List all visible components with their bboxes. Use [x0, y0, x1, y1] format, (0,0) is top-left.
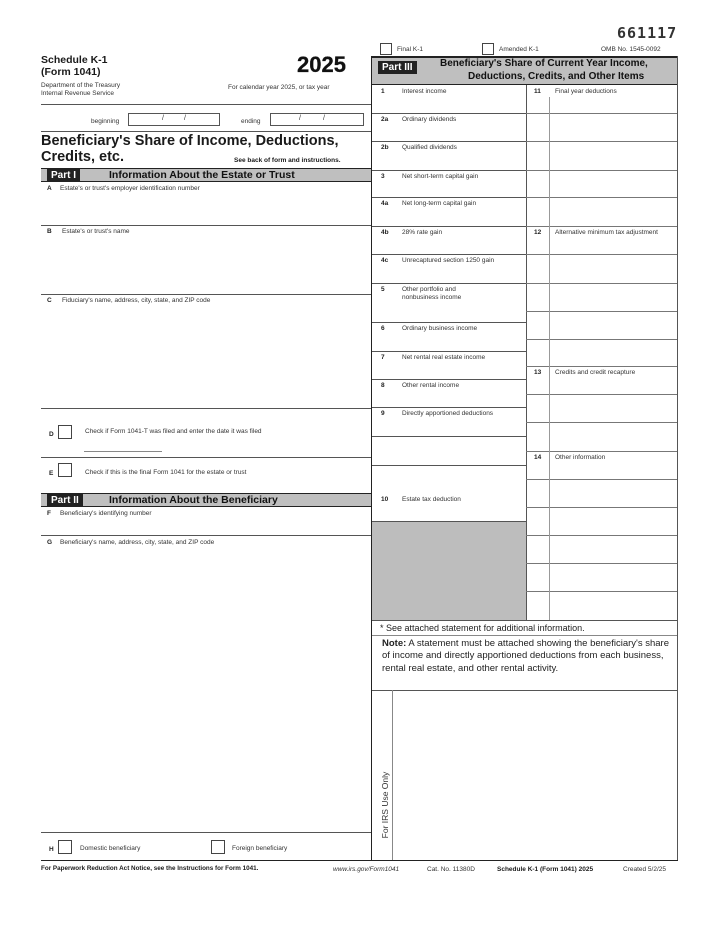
line-4a-number: 4a	[381, 200, 389, 207]
line-13-entries-field[interactable]	[527, 378, 677, 450]
field-h-letter: H	[49, 846, 54, 853]
amended-k1-label: Amended K-1	[499, 46, 539, 53]
ending-date-field[interactable]	[270, 113, 364, 126]
line-6-label: Ordinary business income	[402, 325, 478, 332]
field-c-letter: C	[47, 297, 52, 304]
field-g-bottom	[41, 832, 371, 833]
line-11-entries-field[interactable]	[527, 97, 677, 225]
field-a-letter: A	[47, 185, 52, 192]
line-9-number: 9	[381, 410, 385, 417]
line-4c-label: Unrecaptured section 1250 gain	[402, 257, 495, 264]
line-8-amount-field[interactable]	[372, 391, 526, 406]
line-4c-number: 4c	[381, 257, 389, 264]
domestic-beneficiary-checkbox[interactable]	[58, 840, 72, 854]
line-4a-amount-field[interactable]	[372, 209, 526, 225]
part1-tag: Part I	[47, 169, 80, 182]
line-12-number: 12	[534, 229, 542, 236]
ending-label: ending	[241, 118, 261, 125]
line-2b-number: 2b	[381, 144, 389, 151]
form-bottom-rule	[41, 860, 678, 861]
line-13-label: Credits and credit recapture	[555, 369, 636, 376]
line-11-number: 11	[534, 88, 541, 95]
line-2b-label: Qualified dividends	[402, 144, 457, 151]
line-9-label: Directly apportioned deductions	[402, 410, 494, 417]
date-slash: /	[162, 115, 164, 122]
foreign-beneficiary-label: Foreign beneficiary	[232, 845, 288, 852]
part3-grid-bottom	[372, 620, 677, 621]
header-divider-1	[41, 104, 371, 105]
schedule-title: Schedule K-1	[41, 54, 108, 66]
field-e-label: Check if this is the final Form 1041 for the estate or trust	[85, 469, 247, 476]
line-1-number: 1	[381, 88, 385, 95]
line-8-rule	[372, 407, 526, 408]
agency-line-2: Internal Revenue Service	[41, 90, 114, 97]
date-slash: /	[323, 115, 325, 122]
tax-year-value: 2025	[297, 52, 346, 77]
line-9-amount-field[interactable]	[372, 419, 526, 435]
calendar-year-text: For calendar year 2025, or tax year	[228, 84, 330, 91]
created-date: Created 5/2/25	[623, 866, 667, 873]
irs-use-divider	[392, 690, 393, 860]
line-7-number: 7	[381, 354, 385, 361]
beginning-date-field[interactable]	[128, 113, 220, 126]
field-d-label: Check if Form 1041-T was filed and enter the date it was filed	[85, 428, 262, 435]
fiduciary-address-field[interactable]	[41, 307, 371, 407]
final-k1-label: Final K-1	[397, 46, 424, 53]
date-slash: /	[184, 115, 186, 122]
line-5-number: 5	[381, 286, 385, 293]
line-4b-amount-field[interactable]	[372, 238, 526, 253]
line-4b-rule	[372, 254, 526, 255]
line-9-rule	[372, 436, 526, 437]
field-a-label: Estate's or trust's employer identification number	[60, 185, 200, 192]
line-4c-rule	[372, 283, 526, 284]
line-14-entries-field[interactable]	[527, 463, 677, 619]
note-label: Note:	[382, 638, 407, 649]
line-10-rule	[372, 521, 526, 522]
shaded-block	[372, 521, 526, 620]
line-14-number: 14	[534, 454, 542, 461]
field-g-letter: G	[47, 539, 53, 546]
field-d-bottom	[41, 457, 371, 458]
line-5-label: Other portfolio and nonbusiness income	[402, 286, 462, 302]
line-3-amount-field[interactable]	[372, 182, 526, 196]
line-10-amount-field[interactable]	[372, 505, 526, 520]
part3-title-line-1: Beneficiary's Share of Current Year Income,	[440, 58, 648, 69]
line-11-label: Final year deductions	[555, 88, 617, 95]
line-2b-rule	[372, 170, 526, 171]
line-5-rule	[372, 322, 526, 323]
estate-name-field[interactable]	[41, 238, 371, 293]
line-10-label: Estate tax deduction	[402, 496, 461, 503]
catalog-number: Cat. No. 11380D	[427, 866, 475, 873]
tax-year	[297, 54, 346, 76]
domestic-beneficiary-label: Domestic beneficiary	[80, 845, 141, 852]
foreign-beneficiary-checkbox[interactable]	[211, 840, 225, 854]
beneficiary-id-field[interactable]	[41, 519, 371, 534]
main-title-line-2: Credits, etc.	[41, 149, 124, 165]
field-b-label: Estate's or trust's name	[62, 228, 130, 235]
irs-use-only-text: For IRS Use Only	[380, 771, 390, 839]
agency-line-1: Department of the Treasury	[41, 82, 121, 89]
field-a-bottom	[41, 225, 371, 226]
field-e-letter: E	[49, 470, 54, 477]
line-7-label: Net rental real estate income	[402, 354, 486, 361]
line-14-label: Other information	[555, 454, 606, 461]
line-12-label: Alternative minimum tax adjustment	[555, 229, 658, 236]
field-f-letter: F	[47, 510, 51, 517]
footer-url[interactable]: www.irs.gov/Form1041	[333, 866, 400, 873]
line-1-amount-field[interactable]	[372, 97, 526, 112]
omb-number: OMB No. 1545-0092	[601, 46, 661, 53]
line-12-entries-field[interactable]	[527, 238, 677, 365]
see-back-note: See back of form and instructions.	[234, 157, 341, 164]
form-1041t-checkbox[interactable]	[58, 425, 72, 439]
main-title-line-1: Beneficiary's Share of Income, Deductions,	[41, 133, 339, 149]
line-6-rule	[372, 351, 526, 352]
line-2b-amount-field[interactable]	[372, 153, 526, 169]
line-1-rule	[372, 113, 526, 114]
footer-form-id: Schedule K-1 (Form 1041) 2025	[497, 866, 594, 873]
part2-title: Information About the Beneficiary	[109, 494, 278, 506]
field-f-bottom	[41, 535, 371, 536]
field-b-bottom	[41, 294, 371, 295]
final-k1-checkbox[interactable]	[380, 43, 392, 55]
note-text: A statement must be attached showing the beneficiary's share of income and directly apportioned deductions from each business, rental real estate, and other rental activity.	[382, 638, 669, 674]
line-7-rule	[372, 379, 526, 380]
part1-title: Information About the Estate or Trust	[109, 169, 295, 181]
part3-title-line-2: Deductions, Credits, and Other Items	[468, 71, 645, 82]
field-c-label: Fiduciary's name, address, city, state, and ZIP code	[62, 297, 211, 304]
line-9-extra-rule	[372, 465, 526, 466]
part2-tag: Part II	[47, 494, 83, 507]
line-7-amount-field[interactable]	[372, 363, 526, 378]
center-divider	[371, 56, 372, 860]
estate-ein-field[interactable]	[41, 194, 371, 224]
attached-statement-note: * See attached statement for additional information.	[380, 623, 585, 633]
final-1041-checkbox[interactable]	[58, 463, 72, 477]
field-f-label: Beneficiary's identifying number	[60, 510, 152, 517]
field-b-letter: B	[47, 228, 52, 235]
beneficiary-address-field[interactable]	[41, 549, 371, 829]
field-c-bottom	[41, 408, 371, 409]
paperwork-notice: For Paperwork Reduction Act Notice, see the Instructions for Form 1041.	[41, 865, 259, 872]
line-3-label: Net short-term capital gain	[402, 173, 479, 180]
line-4a-label: Net long-term capital gain	[402, 200, 477, 207]
line-2a-label: Ordinary dividends	[402, 116, 457, 123]
line-5-amount-field[interactable]	[372, 295, 526, 321]
line-6-number: 6	[381, 325, 385, 332]
note-block	[382, 638, 672, 675]
part3-tag: Part III	[378, 61, 417, 74]
line-4b-label: 28% rate gain	[402, 229, 443, 236]
attached-statement-rule	[372, 635, 677, 636]
note-bottom-rule	[372, 690, 677, 691]
line-4c-amount-field[interactable]	[372, 266, 526, 282]
form-1041t-date-line[interactable]	[84, 451, 162, 452]
line-2a-rule	[372, 141, 526, 142]
field-d-letter: D	[49, 431, 54, 438]
line-8-number: 8	[381, 382, 385, 389]
header-divider-2	[41, 131, 371, 132]
line-13-number: 13	[534, 369, 542, 376]
line-4a-rule	[372, 226, 526, 227]
line-3-rule	[372, 197, 526, 198]
line-10-number: 10	[381, 496, 389, 503]
irs-use-only-label	[380, 740, 390, 870]
beginning-label: beginning	[91, 118, 120, 125]
line-1-label: Interest income	[402, 88, 447, 95]
line-2a-number: 2a	[381, 116, 389, 123]
field-g-label: Beneficiary's name, address, city, state, and ZIP code	[60, 539, 215, 546]
amended-k1-checkbox[interactable]	[482, 43, 494, 55]
line-4b-number: 4b	[381, 229, 389, 236]
line-2a-amount-field[interactable]	[372, 125, 526, 140]
line-6-amount-field[interactable]	[372, 334, 526, 350]
line-8-label: Other rental income	[402, 382, 460, 389]
form-control-number: 661117	[617, 24, 678, 42]
line-3-number: 3	[381, 173, 385, 180]
form-subtitle: (Form 1041)	[41, 66, 101, 78]
date-slash: /	[299, 115, 301, 122]
right-edge	[677, 56, 678, 860]
